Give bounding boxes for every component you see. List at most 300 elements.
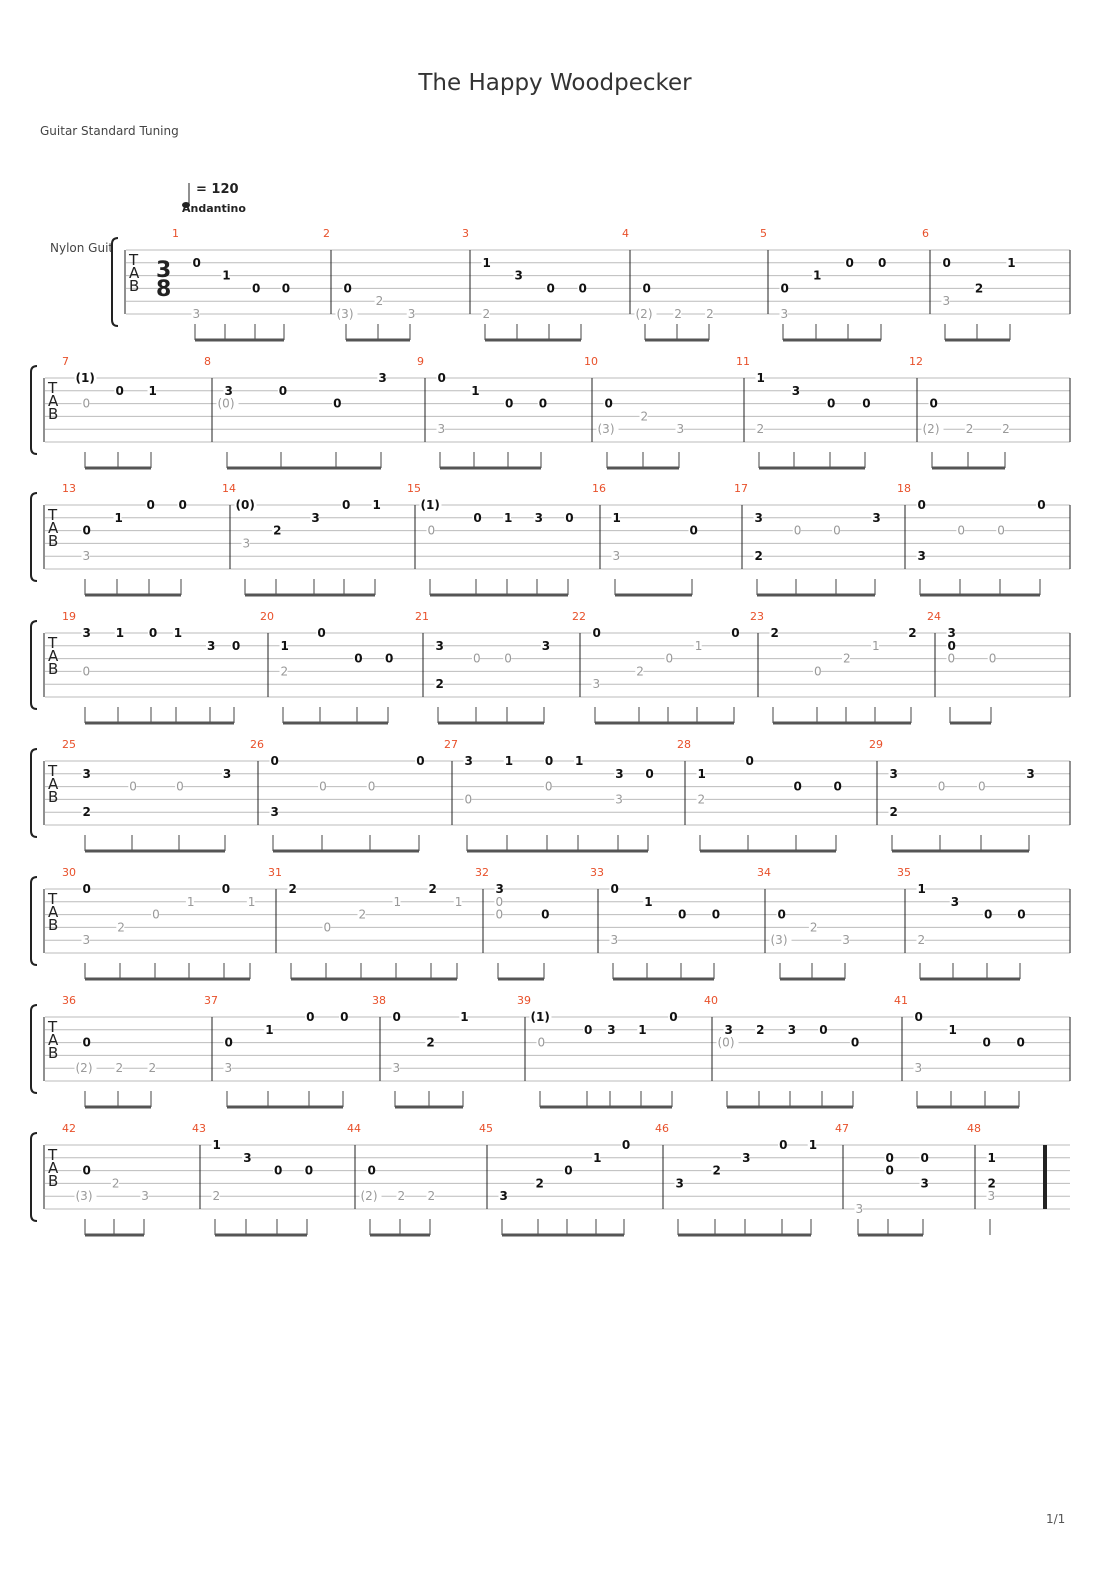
fret-number: 0 — [982, 1035, 991, 1050]
fret-number: 0 — [495, 894, 504, 909]
fret-number: (3) — [770, 933, 788, 948]
measure-number: 13 — [62, 482, 76, 495]
measure-number: 46 — [655, 1122, 669, 1135]
fret-number: 3 — [872, 510, 881, 525]
fret-number: 1 — [372, 498, 381, 512]
fret-number: 0 — [546, 281, 555, 296]
measure-number: 8 — [204, 355, 211, 368]
system-bracket — [112, 238, 118, 326]
fret-number: 1 — [212, 1138, 221, 1152]
measure-number: 16 — [592, 482, 606, 495]
fret-number: 0 — [274, 1163, 283, 1178]
fret-number: 2 — [148, 1061, 157, 1076]
measure-number: 41 — [894, 994, 908, 1007]
fret-number: 3 — [791, 383, 801, 398]
fret-number: 0 — [306, 1010, 315, 1024]
fret-number: 0 — [917, 498, 926, 512]
fret-number: 0 — [82, 396, 91, 411]
fret-number: 0 — [333, 396, 342, 411]
fret-number: 1 — [460, 1010, 469, 1024]
fret-number: 2 — [843, 651, 851, 666]
fret-number: 3 — [855, 1202, 864, 1216]
fret-number: 2 — [280, 664, 289, 679]
measure-number: 47 — [835, 1122, 849, 1135]
fret-number: 0 — [221, 882, 231, 896]
fret-number: 3 — [541, 638, 551, 653]
fret-number: 2 — [435, 677, 444, 692]
fret-number: 0 — [304, 1163, 314, 1178]
fret-number: 3 — [243, 1150, 252, 1165]
fret-number: 2 — [756, 422, 765, 437]
fret-number: 2 — [375, 294, 384, 309]
fret-number: 2 — [965, 422, 974, 437]
fret-number: 3 — [780, 307, 789, 321]
fret-number: 0 — [984, 907, 993, 922]
fret-number: 0 — [537, 1035, 546, 1050]
fret-number: 3 — [82, 549, 91, 564]
fret-number: 2 — [712, 1163, 721, 1178]
fret-number: 0 — [845, 255, 854, 270]
fret-number: 0 — [82, 1035, 91, 1050]
fret-number: 1 — [504, 754, 514, 768]
tab-clef-letter: B — [48, 916, 59, 934]
fret-number: 3 — [435, 638, 444, 653]
measure-number: 20 — [260, 610, 274, 623]
system-bracket — [31, 1005, 37, 1093]
fret-number: 0 — [565, 510, 574, 525]
fret-number: 3 — [914, 1061, 923, 1076]
tab-clef-letter: T — [48, 1146, 58, 1164]
measure-number: 14 — [222, 482, 236, 495]
fret-number: 2 — [974, 281, 984, 296]
fret-number: 0 — [621, 1138, 631, 1152]
fret-number: 1 — [247, 894, 256, 909]
fret-number: 1 — [222, 268, 231, 283]
fret-number: 2 — [482, 307, 491, 321]
fret-number: 0 — [541, 907, 550, 922]
fret-number: (3) — [336, 307, 354, 321]
fret-number: (1) — [530, 1010, 550, 1024]
fret-number: 2 — [111, 1176, 120, 1191]
tab-clef-letter: A — [48, 392, 59, 410]
fret-number: 3 — [270, 805, 279, 820]
fret-number: 1 — [148, 383, 157, 398]
fret-number: 2 — [397, 1189, 406, 1204]
fret-number: 3 — [724, 1022, 733, 1037]
fret-number: 1 — [813, 268, 822, 283]
fret-number: 2 — [754, 549, 763, 564]
tab-clef-letter: B — [48, 660, 59, 678]
tab-clef-letter: A — [48, 775, 59, 793]
fret-number: 2 — [115, 1061, 124, 1076]
fret-number: 1 — [948, 1022, 957, 1037]
fret-number: 0 — [495, 907, 504, 922]
fret-number: 1 — [638, 1022, 647, 1037]
tempo-marking — [182, 182, 246, 215]
system-bracket — [31, 493, 37, 581]
tab-clef-letter: T — [48, 379, 58, 397]
fret-number: 0 — [505, 396, 514, 411]
fret-number: 3 — [917, 549, 926, 564]
measure-number: 28 — [677, 738, 691, 751]
tab-clef-letter: B — [48, 1044, 59, 1062]
fret-number: 2 — [358, 907, 367, 922]
fret-number: 1 — [186, 894, 195, 909]
fret-number: 0 — [678, 907, 687, 922]
fret-number: 0 — [146, 498, 155, 512]
fret-number: 0 — [281, 281, 291, 296]
fret-number: (0) — [717, 1035, 735, 1050]
fret-number: 1 — [393, 894, 402, 909]
fret-number: 2 — [212, 1189, 221, 1204]
fret-number: 3 — [950, 894, 960, 909]
fret-number: 0 — [544, 754, 554, 768]
fret-number: 0 — [278, 383, 288, 398]
fret-number: 0 — [317, 626, 326, 640]
fret-number: 1 — [504, 510, 513, 525]
measure-number: 11 — [736, 355, 750, 368]
fret-number: 3 — [224, 1061, 233, 1076]
fret-number: 3 — [610, 933, 619, 948]
fret-number: 3 — [464, 754, 473, 768]
fret-number: 0 — [711, 907, 721, 922]
fret-number: 3 — [615, 766, 624, 781]
fret-number: 0 — [504, 651, 512, 666]
fret-number: 2 — [288, 882, 297, 896]
fret-number: 3 — [242, 536, 251, 551]
fret-number: 0 — [544, 779, 553, 794]
fret-number: 1 — [482, 255, 491, 270]
fret-number: 0 — [82, 1163, 91, 1178]
measure-number: 36 — [62, 994, 76, 1007]
fret-number: 0 — [1017, 907, 1026, 922]
tab-clef-letter: T — [48, 1018, 58, 1036]
time-signature-top: 3 — [156, 258, 172, 283]
tab-clef-letter: B — [48, 788, 59, 806]
fret-number: 0 — [779, 1138, 788, 1152]
page-number: 1/1 — [1046, 1512, 1066, 1526]
fret-number: 0 — [604, 396, 613, 411]
measure-number: 12 — [909, 355, 923, 368]
fret-number: 0 — [819, 1022, 828, 1037]
measure-number: 42 — [62, 1122, 76, 1135]
system-bracket — [31, 1133, 37, 1221]
tab-clef-letter: A — [48, 1031, 59, 1049]
fret-number: 0 — [731, 626, 740, 640]
fret-number: 0 — [827, 396, 836, 411]
measure-number: 10 — [584, 355, 598, 368]
fret-number: 0 — [665, 651, 674, 666]
fret-number: 0 — [1016, 1035, 1025, 1050]
fret-number: 0 — [592, 626, 601, 640]
fret-number: 0 — [473, 651, 481, 666]
fret-number: 3 — [82, 626, 91, 640]
measure-number: 15 — [407, 482, 421, 495]
track-name: Nylon Guit — [50, 241, 114, 255]
fret-number: 3 — [675, 1176, 684, 1191]
tuning-label: Guitar Standard Tuning — [40, 124, 179, 138]
fret-number: 1 — [471, 383, 480, 398]
fret-number: 0 — [385, 651, 394, 666]
fret-number: 3 — [842, 933, 850, 948]
fret-number: 0 — [464, 792, 473, 807]
fret-number: 2 — [809, 920, 818, 935]
measure-number: 25 — [62, 738, 76, 751]
measure-number: 32 — [475, 866, 489, 879]
measure-number: 30 — [62, 866, 76, 879]
tab-clef-letter: T — [48, 890, 58, 908]
fret-number: 0 — [988, 651, 997, 666]
measure-number: 4 — [622, 227, 629, 240]
fret-number: 1 — [1007, 255, 1016, 270]
fret-number: (1) — [420, 498, 440, 512]
fret-number: 0 — [833, 523, 841, 538]
fret-number: 0 — [129, 779, 137, 794]
measure-number: 7 — [62, 355, 69, 368]
fret-number: 0 — [914, 1010, 923, 1024]
tab-clef-letter: A — [48, 519, 59, 537]
fret-number: 3 — [207, 638, 216, 653]
fret-number: 0 — [929, 396, 938, 411]
measure-number: 48 — [967, 1122, 981, 1135]
fret-number: 3 — [592, 677, 601, 692]
fret-number: 0 — [885, 1163, 894, 1178]
fret-number: 3 — [437, 422, 446, 437]
fret-number: 2 — [640, 409, 649, 424]
fret-number: 2 — [987, 1176, 996, 1191]
tab-clef-letter: T — [48, 762, 58, 780]
fret-number: 0 — [538, 396, 548, 411]
measure-number: 23 — [750, 610, 764, 623]
fret-number: 1 — [808, 1138, 818, 1152]
fret-number: 0 — [82, 523, 91, 538]
fret-number: 0 — [176, 779, 184, 794]
fret-number: 3 — [222, 766, 232, 781]
fret-number: 1 — [756, 371, 765, 385]
fret-number: 3 — [192, 307, 201, 321]
fret-number: (3) — [597, 422, 615, 437]
fret-number: 0 — [148, 626, 158, 640]
fret-number: 2 — [706, 307, 714, 321]
fret-number: 3 — [987, 1189, 996, 1204]
fret-number: 3 — [141, 1189, 149, 1204]
fret-number: 0 — [642, 281, 651, 296]
measure-number: 35 — [897, 866, 911, 879]
tab-clef-letter: B — [129, 277, 140, 295]
measure-number: 44 — [347, 1122, 361, 1135]
fret-number: 0 — [957, 523, 966, 538]
measure-number: 43 — [192, 1122, 206, 1135]
fret-number: 1 — [872, 638, 880, 653]
tab-clef-letter: A — [48, 903, 59, 921]
fret-number: 0 — [392, 1010, 401, 1024]
fret-number: 3 — [499, 1189, 508, 1204]
fret-number: 2 — [674, 307, 682, 321]
fret-number: 0 — [947, 651, 956, 666]
fret-number: 3 — [378, 371, 387, 385]
measure-number: 33 — [590, 866, 604, 879]
fret-number: 0 — [878, 255, 887, 270]
system-bracket — [31, 621, 37, 709]
fret-number: (2) — [922, 422, 940, 437]
fret-number: 0 — [578, 281, 587, 296]
fret-number: 3 — [514, 268, 523, 283]
fret-number: 3 — [82, 766, 91, 781]
measure-number: 3 — [462, 227, 469, 240]
fret-number: 0 — [745, 754, 754, 768]
fret-number: 1 — [694, 638, 703, 653]
fret-number: 0 — [793, 523, 802, 538]
fret-number: 2 — [428, 882, 437, 896]
fret-number: 1 — [612, 510, 621, 525]
fret-number: 0 — [319, 779, 327, 794]
tab-clef-letter: B — [48, 405, 59, 423]
fret-number: 0 — [997, 523, 1005, 538]
time-signature-bottom: 8 — [156, 277, 172, 302]
tab-clef-letter: B — [48, 1172, 59, 1190]
fret-number: 0 — [1037, 498, 1046, 512]
fret-number: 0 — [850, 1035, 860, 1050]
fret-number: 0 — [354, 651, 363, 666]
fret-number: 0 — [341, 498, 351, 512]
tab-clef-letter: T — [48, 506, 58, 524]
fret-number: 0 — [82, 664, 91, 679]
fret-number: 1 — [575, 754, 584, 768]
fret-number: 3 — [534, 510, 543, 525]
fret-number: 3 — [311, 510, 320, 525]
fret-number: 1 — [115, 626, 125, 640]
tab-clef-letter: B — [48, 532, 59, 550]
fret-number: 3 — [889, 766, 898, 781]
fret-number: 1 — [454, 894, 463, 909]
fret-number: 2 — [917, 933, 926, 948]
fret-number: 0 — [115, 383, 124, 398]
fret-number: 3 — [754, 510, 763, 525]
fret-number: (2) — [360, 1189, 378, 1204]
measure-number: 31 — [268, 866, 282, 879]
measure-number: 26 — [250, 738, 264, 751]
fret-number: 3 — [676, 422, 685, 437]
fret-number: 2 — [908, 626, 917, 640]
fret-number: 0 — [564, 1163, 573, 1178]
tab-clef-letter: T — [48, 634, 58, 652]
fret-number: 0 — [610, 882, 619, 896]
fret-number: 0 — [178, 498, 187, 512]
measure-number: 19 — [62, 610, 76, 623]
fret-number: 2 — [535, 1176, 544, 1191]
fret-number: 2 — [82, 805, 91, 820]
fret-number: 2 — [756, 1022, 765, 1037]
fret-number: 1 — [917, 882, 926, 896]
fret-number: 0 — [416, 754, 425, 768]
song-title: The Happy Woodpecker — [418, 70, 692, 96]
fret-number: 0 — [885, 1150, 894, 1165]
tab-clef-letter: A — [48, 647, 59, 665]
fret-number: 1 — [987, 1150, 996, 1165]
fret-number: 0 — [323, 920, 332, 935]
fret-number: 3 — [947, 626, 956, 640]
fret-number: 3 — [1026, 766, 1035, 781]
measure-number: 18 — [897, 482, 911, 495]
fret-number: 0 — [224, 1035, 233, 1050]
measure-number: 40 — [704, 994, 718, 1007]
fret-number: 3 — [920, 1176, 929, 1191]
system-bracket — [31, 749, 37, 837]
fret-number: 3 — [224, 383, 233, 398]
fret-number: 0 — [82, 882, 91, 896]
measure-number: 22 — [572, 610, 586, 623]
fret-number: 3 — [495, 882, 504, 896]
fret-number: 0 — [270, 754, 279, 768]
fret-number: 0 — [584, 1022, 593, 1037]
fret-number: (1) — [75, 371, 95, 385]
fret-number: 2 — [697, 792, 706, 807]
fret-number: 2 — [117, 920, 125, 935]
measure-number: 9 — [417, 355, 424, 368]
fret-number: 0 — [152, 907, 160, 922]
system-bracket — [31, 366, 37, 454]
measure-number: 21 — [415, 610, 429, 623]
measure-number: 45 — [479, 1122, 493, 1135]
fret-number: 2 — [273, 523, 282, 538]
fret-number: 0 — [833, 779, 842, 794]
fret-number: 0 — [192, 255, 201, 270]
fret-number: 3 — [787, 1022, 797, 1037]
measure-number: 39 — [517, 994, 531, 1007]
fret-number: 1 — [265, 1022, 274, 1037]
fret-number: 0 — [937, 779, 946, 794]
fret-number: 0 — [978, 779, 986, 794]
tempo-text: Andantino — [182, 202, 246, 215]
fret-number: 0 — [689, 523, 698, 538]
fret-number: 0 — [473, 510, 482, 525]
tab-clef-letter: T — [129, 251, 139, 269]
fret-number: 0 — [252, 281, 261, 296]
measure-number: 34 — [757, 866, 771, 879]
fret-number: 0 — [231, 638, 241, 653]
fret-number: 0 — [427, 523, 436, 538]
fret-number: 2 — [889, 805, 898, 820]
fret-number: 2 — [427, 1189, 436, 1204]
fret-number: 0 — [777, 907, 786, 922]
fret-number: 1 — [644, 894, 653, 909]
fret-number: 0 — [343, 281, 352, 296]
fret-number: 3 — [742, 1150, 751, 1165]
fret-number: 0 — [942, 255, 951, 270]
measure-number: 37 — [204, 994, 218, 1007]
measure-number: 1 — [172, 227, 179, 240]
fret-number: 0 — [780, 281, 789, 296]
tempo-bpm: = 120 — [196, 182, 239, 197]
measure-number: 5 — [760, 227, 767, 240]
fret-number: 0 — [367, 1163, 376, 1178]
fret-number: 1 — [114, 510, 123, 525]
fret-number: 0 — [340, 1010, 349, 1024]
fret-number: 3 — [407, 307, 416, 321]
fret-number: 3 — [392, 1061, 401, 1076]
fret-number: 0 — [793, 779, 802, 794]
tab-clef-letter: A — [129, 264, 140, 282]
measure-number: 2 — [323, 227, 330, 240]
fret-number: 0 — [437, 371, 446, 385]
fret-number: 3 — [82, 933, 91, 948]
fret-number: 0 — [814, 664, 822, 679]
measure-number: 17 — [734, 482, 748, 495]
fret-number: (0) — [217, 396, 235, 411]
fret-number: (0) — [235, 498, 255, 512]
fret-number: (2) — [635, 307, 653, 321]
measure-number: 6 — [922, 227, 929, 240]
